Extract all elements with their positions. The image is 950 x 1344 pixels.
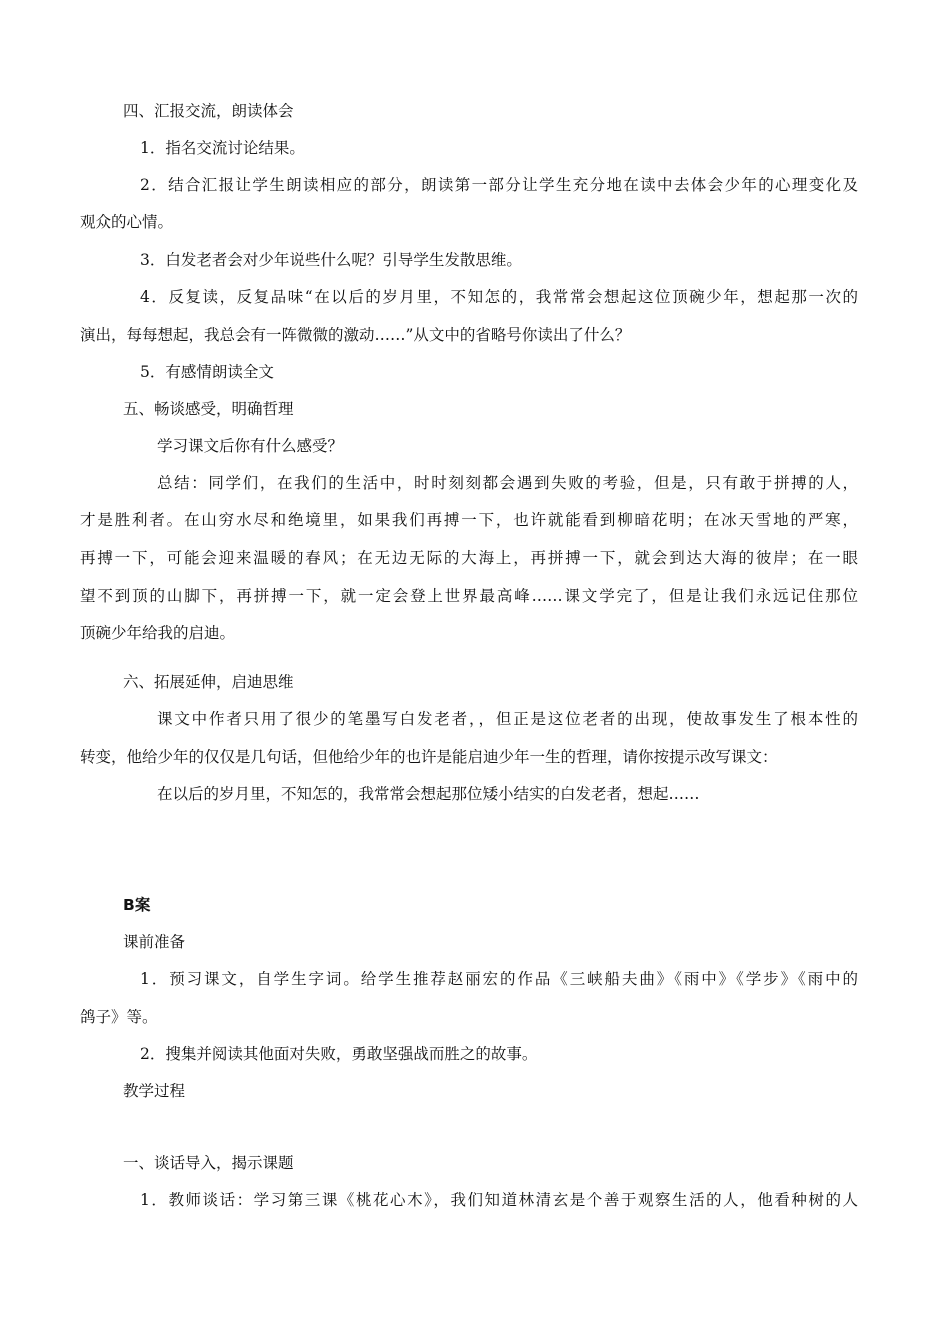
s6-paragraph-1-line-2: 转变，他给少年的仅仅是几句话，但他给少年的也许是能启迪少年一生的哲理，请你按提示改写课文： [80,748,778,766]
s5-question: 学习课文后你有什么感受？ [157,437,344,455]
s6-paragraph-1-line-1: 课文中作者只用了很少的笔墨写白发老者，，但正是这位老者的出现，使故事发生了根本性的 [157,710,858,728]
s5-summary-line-2: 才是胜利者。在山穷水尽和绝境里，如果我们再搏一下，也许就能看到柳暗花明；在冰天雪地的严寒， [80,511,858,529]
s5-summary-line-5: 顶碗少年给我的启迪。 [80,624,236,642]
s4-item-2-line-1: 2．结合汇报让学生朗读相应的部分，朗读第一部分让学生充分地在读中去体会少年的心理变化及 [140,176,858,194]
section-heading-4: 四、汇报交流，朗读体会 [123,102,294,120]
section-heading-6: 六、拓展延伸，启迪思维 [123,673,294,691]
s4-item-1: 1．指名交流讨论结果。 [140,139,305,157]
prep-item-2: 2．搜集并阅读其他面对失败，勇敢坚强战而胜之的故事。 [140,1045,538,1063]
s6-paragraph-2: 在以后的岁月里，不知怎的，我常常会想起那位矮小结实的白发老者，想起…… [157,785,700,803]
s4-item-3: 3．白发老者会对少年说些什么呢？引导学生发散思维。 [140,251,522,269]
s5-summary-line-4: 望不到顶的山脚下，再拼搏一下，就一定会登上世界最高峰……课文学完了，但是让我们永远记住那位 [80,587,858,605]
process-heading: 教学过程 [123,1082,186,1100]
s5-summary-line-3: 再搏一下，可能会迎来温暖的春风；在无边无际的大海上，再拼搏一下，就会到达大海的彼岸；在一眼 [80,549,858,567]
prep-item-1-line-1: 1．预习课文，自学生字词。给学生推荐赵丽宏的作品《三峡船夫曲》《雨中》《学步》《雨中的 [140,970,858,988]
s4-item-5: 5．有感情朗读全文 [140,363,274,381]
s1-item-1-line-1: 1．教师谈话：学习第三课《桃花心木》，我们知道林清玄是个善于观察生活的人，他看种树的人 [140,1191,858,1209]
section-heading-1: 一、谈话导入，揭示课题 [123,1154,294,1172]
s4-item-4-line-2: 演出，每每想起，我总会有一阵微微的激动……”从文中的省略号你读出了什么？ [80,326,631,344]
prep-item-1-line-2: 鸽子》等。 [80,1008,158,1026]
s4-item-2-line-2: 观众的心情。 [80,213,174,231]
s4-item-4-line-1: 4．反复读，反复品味“在以后的岁月里，不知怎的，我常常会想起这位顶碗少年，想起那一次的 [140,288,858,306]
plan-b-title: B案 [123,896,151,914]
s5-summary-line-1: 总结：同学们，在我们的生活中，时时刻刻都会遇到失败的考验，但是，只有敢于拼搏的人， [157,474,858,492]
section-heading-5: 五、畅谈感受，明确哲理 [123,400,294,418]
prep-heading: 课前准备 [123,933,186,951]
